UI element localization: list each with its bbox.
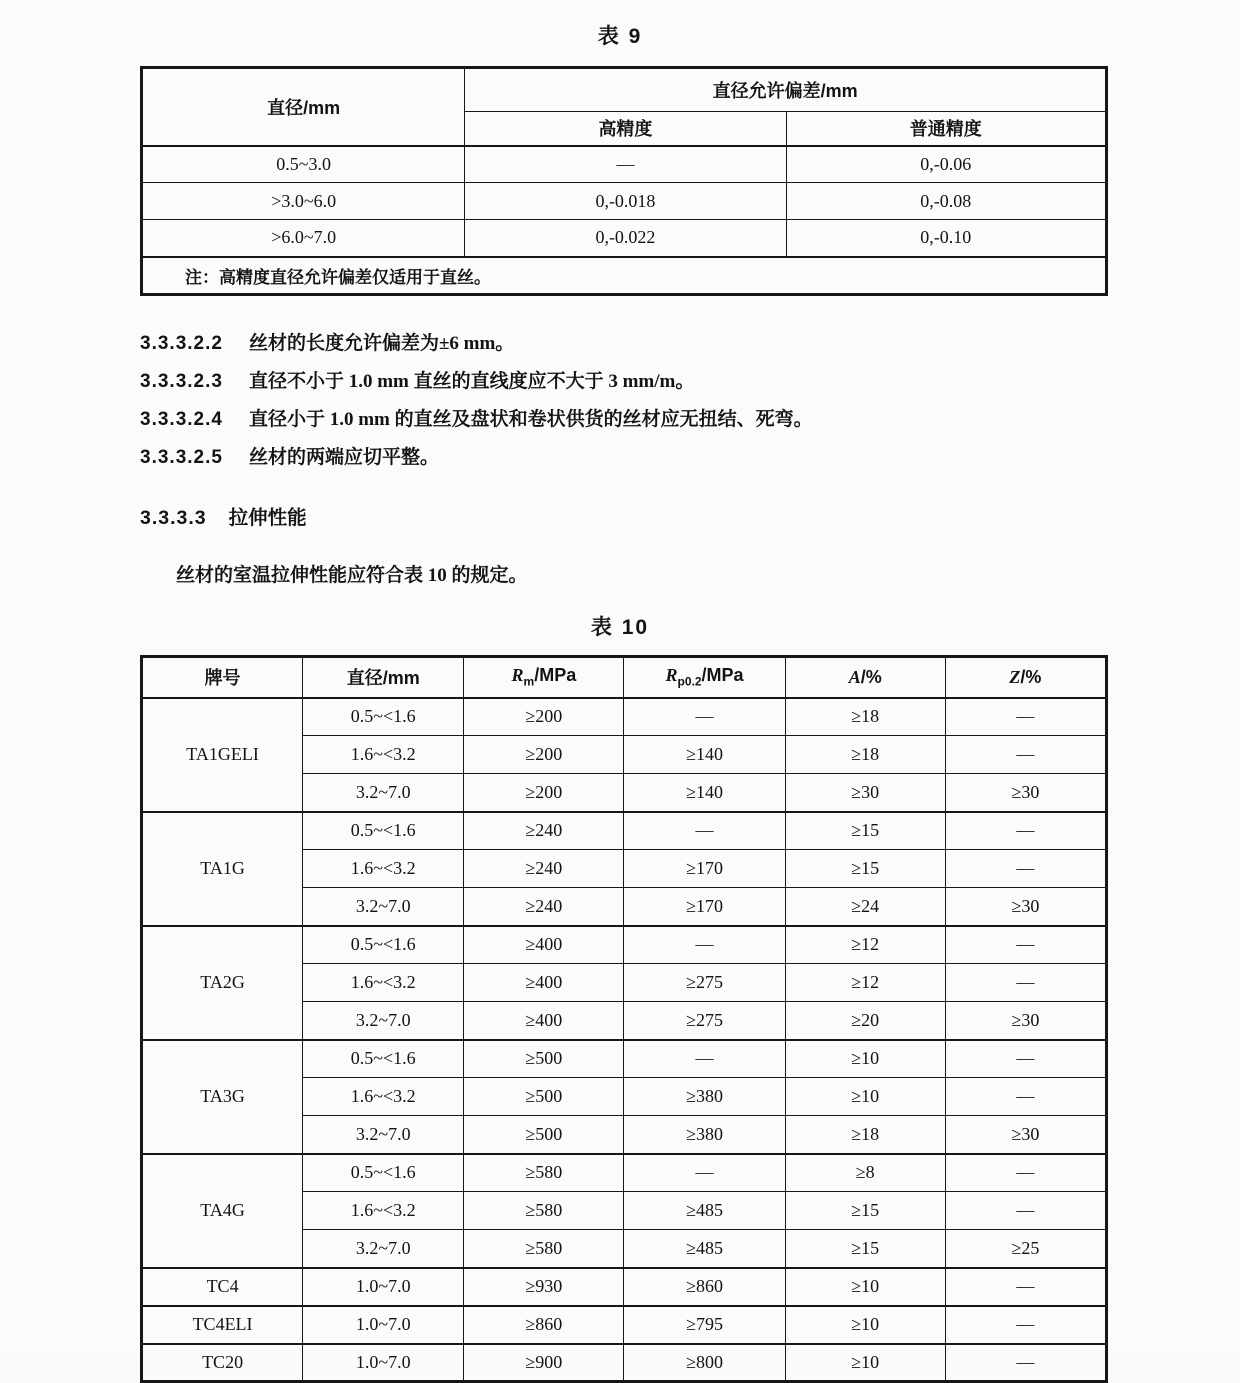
- table10-grade-cell: TA2G: [142, 926, 303, 1040]
- table10-cell: ≥30: [945, 888, 1106, 926]
- table10-header-row: [142, 657, 1107, 698]
- table10-cell: 1.6~<3.2: [303, 964, 464, 1002]
- table10-cell: ≥15: [785, 850, 945, 888]
- table9-title: 表 9: [597, 25, 643, 48]
- table10-cell: ≥30: [945, 1116, 1106, 1154]
- table10-cell: —: [945, 812, 1106, 850]
- table10-cell: ≥900: [464, 1344, 624, 1382]
- table10-cell: ≥15: [785, 812, 945, 850]
- clause-text: 丝材的两端应切平整。: [248, 447, 439, 468]
- table9-cell: 0,-0.06: [786, 146, 1106, 183]
- table10-row: [142, 1268, 1107, 1306]
- table10-cell: ≥275: [624, 964, 785, 1002]
- table10-cell: ≥930: [464, 1268, 624, 1306]
- table10-cell: —: [945, 1040, 1106, 1078]
- table10-cell: ≥400: [464, 1002, 624, 1040]
- table10-cell: ≥200: [464, 774, 624, 812]
- table10-grade-cell: TA4G: [142, 1154, 303, 1268]
- table10-cell: ≥12: [785, 964, 945, 1002]
- table10-row: [142, 926, 1107, 964]
- table10-cell: ≥580: [464, 1230, 624, 1268]
- table10-cell: ≥500: [464, 1040, 624, 1078]
- table10-cell: ≥240: [464, 850, 624, 888]
- table9-row: [142, 183, 1107, 220]
- clause-3.3.3.2.4: [140, 404, 1240, 442]
- table10-cell: —: [945, 1306, 1106, 1344]
- table9-header-normal-precision: 普通精度: [786, 112, 1106, 146]
- table10-cell: ≥30: [945, 774, 1106, 812]
- section-heading-title: 拉伸性能: [228, 507, 307, 529]
- table10-cell: ≥860: [624, 1268, 785, 1306]
- table10-cell: 1.6~<3.2: [303, 736, 464, 774]
- table10-cell: ≥795: [624, 1306, 785, 1344]
- clause-3.3.3.2.2: [140, 328, 1240, 366]
- table10-cell: —: [945, 698, 1106, 736]
- section-heading-number: 3.3.3.3: [140, 507, 207, 529]
- table9-note: 注：高精度直径允许偏差仅适用于直丝。: [142, 257, 1107, 295]
- table10-cell: —: [945, 1344, 1106, 1382]
- table10-cell: ≥18: [785, 736, 945, 774]
- table9-cell: 0.5~3.0: [142, 146, 465, 183]
- table10-cell: ≥18: [785, 1116, 945, 1154]
- table10-cell: 1.6~<3.2: [303, 850, 464, 888]
- table10-cell: ≥500: [464, 1116, 624, 1154]
- table10-cell: ≥380: [624, 1116, 785, 1154]
- table10-grade-cell: TA1GELI: [142, 698, 303, 812]
- table10-cell: ≥485: [624, 1192, 785, 1230]
- table9-header-diameter: 直径/mm: [142, 68, 465, 146]
- table9-row: [142, 146, 1107, 183]
- table10-cell: ≥400: [464, 964, 624, 1002]
- table10-cell: ≥140: [624, 774, 785, 812]
- table9-header-high-precision: 高精度: [465, 112, 786, 146]
- table10-cell: ≥170: [624, 850, 785, 888]
- table10-cell: ≥10: [785, 1306, 945, 1344]
- table10-cell: —: [624, 926, 785, 964]
- table10-cell: —: [945, 1268, 1106, 1306]
- table10-header-reduction: Z/%: [945, 657, 1106, 698]
- table10-cell: ≥18: [785, 698, 945, 736]
- table9-cell: >6.0~7.0: [142, 220, 465, 257]
- table10-cell: ≥200: [464, 736, 624, 774]
- table9-row: [142, 220, 1107, 257]
- table9: [140, 66, 1108, 296]
- table10-header-diameter: 直径/mm: [303, 657, 464, 698]
- clause-text: 直径小于 1.0 mm 的直丝及盘状和卷状供货的丝材应无扭结、死弯。: [248, 409, 813, 430]
- table10-cell: 0.5~<1.6: [303, 1040, 464, 1078]
- table10-cell: ≥200: [464, 698, 624, 736]
- table10-cell: —: [945, 964, 1106, 1002]
- table10-grade-cell: TA1G: [142, 812, 303, 926]
- table10-grade-cell: TA3G: [142, 1040, 303, 1154]
- table10-cell: ≥380: [624, 1078, 785, 1116]
- table10-cell: ≥10: [785, 1344, 945, 1382]
- table10-cell: ≥240: [464, 812, 624, 850]
- table10-cell: ≥25: [945, 1230, 1106, 1268]
- table10-cell: ≥30: [785, 774, 945, 812]
- table10-cell: —: [624, 1040, 785, 1078]
- clause-number: 3.3.3.2.4: [140, 409, 223, 430]
- table10-cell: 1.0~7.0: [303, 1306, 464, 1344]
- table10-header-elongation: A/%: [785, 657, 945, 698]
- table10-row: [142, 1344, 1107, 1382]
- table10-cell: 3.2~7.0: [303, 1230, 464, 1268]
- table10-cell: ≥860: [464, 1306, 624, 1344]
- table10-cell: 1.6~<3.2: [303, 1078, 464, 1116]
- table9-header-row-1: [142, 68, 1107, 112]
- table10-cell: ≥500: [464, 1078, 624, 1116]
- clause-number: 3.3.3.2.3: [140, 371, 223, 392]
- table10-cell: —: [945, 1078, 1106, 1116]
- table10-cell: ≥580: [464, 1192, 624, 1230]
- table10-cell: ≥24: [785, 888, 945, 926]
- table10-cell: ≥8: [785, 1154, 945, 1192]
- table10-cell: —: [945, 926, 1106, 964]
- clause-number: 3.3.3.2.5: [140, 447, 223, 468]
- table10-row: [142, 1154, 1107, 1192]
- table10-header-rp02: $R_{p0.2}$/MPa: [624, 657, 785, 698]
- clause-text: 丝材的长度允许偏差为±6 mm。: [248, 333, 515, 354]
- table10-cell: ≥10: [785, 1268, 945, 1306]
- table10-cell: 0.5~<1.6: [303, 926, 464, 964]
- table9-note-row: [142, 257, 1107, 295]
- table10-cell: 1.0~7.0: [303, 1268, 464, 1306]
- table9-cell: 0,-0.022: [465, 220, 786, 257]
- table9-cell: 0,-0.10: [786, 220, 1106, 257]
- table10-grade-cell: TC4ELI: [142, 1306, 303, 1344]
- table10-cell: 1.0~7.0: [303, 1344, 464, 1382]
- table9-header-tolerance: 直径允许偏差/mm: [465, 68, 1107, 112]
- table10-cell: ≥10: [785, 1078, 945, 1116]
- table10-cell: —: [624, 698, 785, 736]
- table10-row: [142, 698, 1107, 736]
- table10-cell: ≥800: [624, 1344, 785, 1382]
- table10-cell: —: [945, 736, 1106, 774]
- table10-cell: 3.2~7.0: [303, 1002, 464, 1040]
- table10-cell: ≥170: [624, 888, 785, 926]
- table9-cell: —: [465, 146, 786, 183]
- table10-header-grade: 牌号: [142, 657, 303, 698]
- table10-cell: ≥400: [464, 926, 624, 964]
- clause-number: 3.3.3.2.2: [140, 333, 223, 354]
- table10-cell: ≥275: [624, 1002, 785, 1040]
- table10-row: [142, 1306, 1107, 1344]
- table10-cell: ≥485: [624, 1230, 785, 1268]
- clause-3.3.3.2.3: [140, 366, 1240, 404]
- body-paragraph: 丝材的室温拉伸性能应符合表 10 的规定。: [176, 565, 528, 586]
- table10: [140, 655, 1108, 1383]
- table10-cell: ≥10: [785, 1040, 945, 1078]
- table10-header-rm: $R_m$/MPa: [464, 657, 624, 698]
- clause-3.3.3.2.5: [140, 442, 1240, 480]
- table10-row: [142, 812, 1107, 850]
- table10-cell: 3.2~7.0: [303, 888, 464, 926]
- clause-text: 直径不小于 1.0 mm 直丝的直线度应不大于 3 mm/m。: [248, 371, 695, 392]
- table10-cell: 0.5~<1.6: [303, 812, 464, 850]
- table10-cell: 3.2~7.0: [303, 774, 464, 812]
- table10-grade-cell: TC20: [142, 1344, 303, 1382]
- table10-cell: ≥15: [785, 1230, 945, 1268]
- table10-grade-cell: TC4: [142, 1268, 303, 1306]
- table10-cell: —: [945, 1192, 1106, 1230]
- table10-cell: —: [945, 850, 1106, 888]
- table10-cell: ≥30: [945, 1002, 1106, 1040]
- table10-title: 表 10: [590, 616, 650, 639]
- table10-cell: ≥140: [624, 736, 785, 774]
- clause-list: [140, 328, 1240, 480]
- table9-cell: 0,-0.018: [465, 183, 786, 220]
- table10-cell: —: [624, 1154, 785, 1192]
- table10-row: [142, 1040, 1107, 1078]
- table10-cell: ≥580: [464, 1154, 624, 1192]
- table9-cell: >3.0~6.0: [142, 183, 465, 220]
- table10-cell: 0.5~<1.6: [303, 1154, 464, 1192]
- table10-cell: —: [945, 1154, 1106, 1192]
- table10-cell: ≥240: [464, 888, 624, 926]
- table9-cell: 0,-0.08: [786, 183, 1106, 220]
- table10-cell: 1.6~<3.2: [303, 1192, 464, 1230]
- table10-cell: —: [624, 812, 785, 850]
- table10-cell: ≥15: [785, 1192, 945, 1230]
- table10-cell: ≥20: [785, 1002, 945, 1040]
- table10-cell: 3.2~7.0: [303, 1116, 464, 1154]
- section-heading-tensile-properties: [140, 502, 1240, 530]
- table10-cell: ≥12: [785, 926, 945, 964]
- table10-cell: 0.5~<1.6: [303, 698, 464, 736]
